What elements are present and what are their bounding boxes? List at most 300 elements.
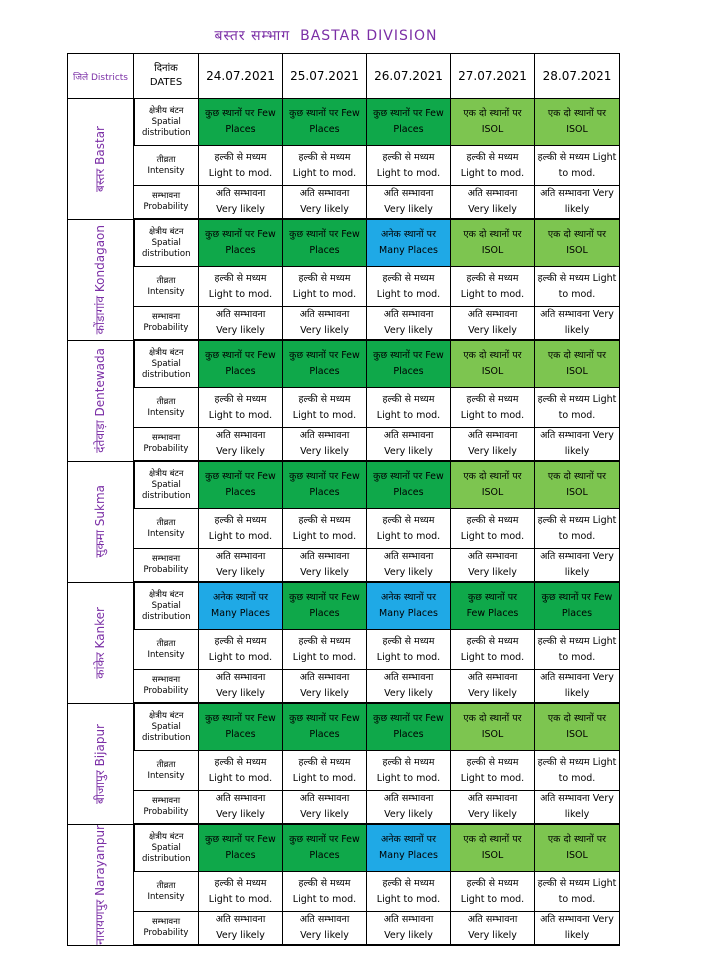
date-header: 25.07.2021 <box>283 54 367 99</box>
probability-value-cell <box>535 791 620 825</box>
intensity-value-english: Light to mod. <box>208 530 273 542</box>
district-name <box>93 607 107 679</box>
district-name-english: Narayanpur <box>93 824 108 896</box>
spatial-value-english: ISOL <box>566 729 588 740</box>
param-label-english: Intensity <box>147 770 185 781</box>
probability-value-english: Very likely <box>300 446 349 457</box>
dates-header-english: DATES <box>149 77 183 88</box>
probability-value-hindi: अति सम्भावना Very <box>540 188 614 199</box>
spatial-value-hindi: कुछ स्थानों पर Few <box>289 592 360 603</box>
spatial-value-hindi: एक दो स्थानों पर <box>547 108 607 119</box>
intensity-value-english: Light to mod. <box>460 167 525 179</box>
spatial-value-hindi: कुछ स्थानों पर Few <box>289 713 360 724</box>
intensity-value-english: Light to mod. <box>460 893 525 905</box>
district-probability-row <box>68 186 620 220</box>
title-hindi: बस्तर सम्भाग <box>214 28 291 44</box>
district-intensity-row <box>68 146 620 186</box>
intensity-value-english: Light to mod. <box>292 530 357 542</box>
intensity-value-english: to mod. <box>558 409 596 421</box>
intensity-value-cell <box>451 388 535 428</box>
intensity-value-hindi: हल्की से मध्यम <box>298 151 351 163</box>
intensity-value-cell <box>283 267 367 307</box>
probability-value-cell <box>199 307 283 341</box>
intensity-value-hindi: हल्की से मध्यम <box>298 393 351 405</box>
probability-value-hindi: अति सम्भावना <box>383 430 434 441</box>
probability-value-english: Very likely <box>300 204 349 215</box>
district-name-wrap <box>68 99 133 219</box>
param-label-spatial <box>134 219 199 267</box>
district-spatial-row <box>68 219 620 267</box>
forecast-table-body <box>68 54 620 946</box>
spatial-value-hindi: एक दो स्थानों पर <box>463 350 522 361</box>
param-label-english: Spatial distribution <box>142 358 191 380</box>
probability-value-cell <box>283 428 367 462</box>
spatial-value-english: ISOL <box>481 124 504 135</box>
intensity-value-english: to mod. <box>558 530 596 542</box>
intensity-value-hindi: हल्की से मध्यम Light <box>537 756 617 768</box>
spatial-value-cell <box>199 219 283 267</box>
district-name-cell <box>68 582 134 703</box>
spatial-value-english: Places <box>393 124 424 135</box>
spatial-value-cell <box>367 703 451 751</box>
spatial-value-cell <box>367 461 451 509</box>
param-label-hindi: क्षेत्रीय बंटन <box>149 226 184 237</box>
district-name-english: Bastar <box>93 125 108 165</box>
district-name-cell <box>68 461 134 582</box>
district-name-hindi: नारायणपुर <box>93 899 108 945</box>
district-probability-row <box>68 791 620 825</box>
probability-value-english: Very likely <box>384 930 433 941</box>
district-name-wrap <box>68 462 133 582</box>
spatial-value-cell <box>367 219 451 267</box>
intensity-value-english: Light to mod. <box>376 893 441 905</box>
intensity-value-english: Light to mod. <box>376 409 441 421</box>
probability-value-cell <box>367 307 451 341</box>
intensity-value-hindi: हल्की से मध्यम Light <box>537 151 617 163</box>
spatial-value-english: ISOL <box>481 729 504 740</box>
spatial-value-hindi: कुछ स्थानों पर Few <box>373 108 444 119</box>
param-label-english: Intensity <box>147 407 185 418</box>
probability-value-english: Very likely <box>216 809 265 820</box>
param-label-spatial <box>134 99 199 146</box>
probability-value-cell <box>367 912 451 946</box>
spatial-value-cell <box>367 824 451 872</box>
probability-value-hindi: अति सम्भावना <box>215 551 266 562</box>
probability-value-hindi: अति सम्भावना <box>467 672 518 683</box>
param-label-hindi: सम्भावना <box>151 433 181 443</box>
spatial-value-english: Many Places <box>379 608 438 619</box>
spatial-value-cell <box>283 824 367 872</box>
spatial-value-hindi: कुछ स्थानों पर Few <box>289 229 360 240</box>
spatial-value-hindi: एक दो स्थानों पर <box>463 713 522 724</box>
spatial-value-hindi: एक दो स्थानों पर <box>547 229 607 240</box>
district-name-cell <box>68 219 134 340</box>
probability-value-english: Very likely <box>384 325 433 336</box>
spatial-value-english: Places <box>309 729 340 740</box>
param-label-hindi: सम्भावना <box>151 675 181 685</box>
intensity-value-cell <box>199 388 283 428</box>
intensity-value-cell <box>283 751 367 791</box>
probability-value-cell <box>283 670 367 704</box>
probability-value-cell <box>451 912 535 946</box>
date-header: 24.07.2021 <box>199 54 283 99</box>
dates-header-hindi: दिनांक <box>154 63 178 74</box>
spatial-value-hindi: एक दो स्थानों पर <box>463 108 522 119</box>
intensity-value-hindi: हल्की से मध्यम <box>382 756 435 768</box>
intensity-value-hindi: हल्की से मध्यम <box>466 514 519 526</box>
district-intensity-row <box>68 630 620 670</box>
spatial-value-cell <box>451 703 535 751</box>
spatial-value-cell <box>199 340 283 388</box>
spatial-value-english: Places <box>393 729 424 740</box>
param-label-hindi: सम्भावना <box>151 554 181 564</box>
param-label-english: Intensity <box>147 286 185 297</box>
district-probability-row <box>68 670 620 704</box>
district-name-cell <box>68 824 134 945</box>
probability-value-cell <box>367 186 451 220</box>
spatial-value-hindi: अनेक स्थानों पर <box>381 834 436 845</box>
spatial-value-cell <box>199 824 283 872</box>
probability-value-english: Very likely <box>468 204 517 215</box>
district-probability-row <box>68 912 620 946</box>
param-label-spatial <box>134 582 199 630</box>
intensity-value-hindi: हल्की से मध्यम <box>466 877 519 889</box>
probability-value-cell <box>535 549 620 583</box>
spatial-value-hindi: एक दो स्थानों पर <box>547 471 607 482</box>
param-label-hindi: तीव्रता <box>156 154 176 165</box>
header-row <box>68 54 620 99</box>
probability-value-hindi: अति सम्भावना <box>299 188 350 199</box>
spatial-value-english: Places <box>309 850 340 861</box>
param-label-hindi: क्षेत्रीय बंटन <box>149 105 184 116</box>
probability-value-cell <box>199 549 283 583</box>
probability-value-english: Very likely <box>468 809 517 820</box>
probability-value-english: Very likely <box>216 204 265 215</box>
spatial-value-cell <box>535 703 620 751</box>
intensity-value-hindi: हल्की से मध्यम Light <box>537 514 617 526</box>
intensity-value-hindi: हल्की से मध्यम <box>214 393 267 405</box>
param-label-hindi: तीव्रता <box>156 880 176 891</box>
probability-value-english: Very likely <box>468 567 517 578</box>
spatial-value-english: Places <box>225 729 256 740</box>
probability-value-cell <box>535 186 620 220</box>
date-header: 27.07.2021 <box>451 54 535 99</box>
probability-value-english: Very likely <box>384 688 433 699</box>
spatial-value-english: Many Places <box>211 608 270 619</box>
probability-value-hindi: अति सम्भावना <box>299 309 350 320</box>
probability-value-english: Very likely <box>468 325 517 336</box>
district-name-english: Dentewada <box>93 348 108 417</box>
district-spatial-row <box>68 340 620 388</box>
spatial-value-cell <box>199 461 283 509</box>
intensity-value-hindi: हल्की से मध्यम <box>382 635 435 647</box>
spatial-value-english: Places <box>225 124 256 135</box>
intensity-value-hindi: हल्की से मध्यम <box>382 514 435 526</box>
probability-value-cell <box>283 186 367 220</box>
intensity-value-hindi: हल्की से मध्यम <box>382 151 435 163</box>
spatial-value-english: ISOL <box>566 850 588 861</box>
district-name-wrap <box>68 704 133 824</box>
intensity-value-hindi: हल्की से मध्यम Light <box>537 635 617 647</box>
intensity-value-hindi: हल्की से मध्यम <box>298 272 351 284</box>
probability-value-english: likely <box>564 688 590 699</box>
district-spatial-row <box>68 461 620 509</box>
district-name-cell <box>68 340 134 461</box>
param-label-hindi: क्षेत्रीय बंटन <box>149 831 184 842</box>
district-name <box>93 724 107 804</box>
spatial-value-cell <box>451 461 535 509</box>
intensity-value-cell <box>535 630 620 670</box>
probability-value-english: Very likely <box>384 204 433 215</box>
probability-value-cell <box>451 428 535 462</box>
intensity-value-cell <box>535 388 620 428</box>
intensity-value-hindi: हल्की से मध्यम <box>466 635 519 647</box>
param-label-english: Intensity <box>147 891 185 902</box>
probability-value-hindi: अति सम्भावना <box>215 793 266 804</box>
spatial-value-hindi: कुछ स्थानों पर Few <box>205 834 276 845</box>
spatial-value-cell <box>451 219 535 267</box>
param-label-hindi: तीव्रता <box>156 759 176 770</box>
spatial-value-hindi: कुछ स्थानों पर Few <box>205 471 276 482</box>
intensity-value-english: Light to mod. <box>292 772 357 784</box>
intensity-value-english: Light to mod. <box>376 772 441 784</box>
spatial-value-cell <box>367 582 451 630</box>
intensity-value-cell <box>367 751 451 791</box>
intensity-value-cell <box>451 146 535 186</box>
spatial-value-english: ISOL <box>481 245 504 256</box>
district-name-hindi: बस्तर <box>93 168 108 192</box>
param-label-hindi: क्षेत्रीय बंटन <box>149 347 184 358</box>
spatial-value-hindi: कुछ स्थानों पर Few <box>289 108 360 119</box>
param-label-hindi: तीव्रता <box>156 396 176 407</box>
spatial-value-cell <box>535 461 620 509</box>
intensity-value-english: Light to mod. <box>208 651 273 663</box>
spatial-value-english: Places <box>309 124 340 135</box>
intensity-value-cell <box>199 509 283 549</box>
spatial-value-cell <box>283 703 367 751</box>
intensity-value-cell <box>367 509 451 549</box>
probability-value-cell <box>367 549 451 583</box>
param-label-intensity <box>134 751 199 791</box>
district-probability-row <box>68 428 620 462</box>
probability-value-hindi: अति सम्भावना <box>299 914 350 925</box>
spatial-value-english: Few Places <box>466 608 519 619</box>
spatial-value-english: Places <box>393 487 424 498</box>
probability-value-hindi: अति सम्भावना <box>215 430 266 441</box>
intensity-value-hindi: हल्की से मध्यम Light <box>537 272 617 284</box>
probability-value-english: Very likely <box>216 930 265 941</box>
probability-value-cell <box>451 186 535 220</box>
spatial-value-english: ISOL <box>481 487 504 498</box>
probability-value-english: Very likely <box>300 567 349 578</box>
probability-value-english: likely <box>564 204 590 215</box>
district-spatial-row <box>68 99 620 146</box>
intensity-value-english: Light to mod. <box>292 288 357 300</box>
district-name <box>93 485 107 558</box>
district-name-hindi: बीजापुर <box>93 769 108 804</box>
intensity-value-english: Light to mod. <box>208 893 273 905</box>
probability-value-cell <box>283 307 367 341</box>
intensity-value-hindi: हल्की से मध्यम <box>214 877 267 889</box>
param-label-probability <box>134 549 199 583</box>
district-name-english: Sukma <box>93 485 108 527</box>
intensity-value-hindi: हल्की से मध्यम <box>214 756 267 768</box>
probability-value-english: Very likely <box>468 930 517 941</box>
spatial-value-english: ISOL <box>481 366 504 377</box>
spatial-value-english: Places <box>309 487 340 498</box>
spatial-value-cell <box>451 99 535 146</box>
probability-value-cell <box>283 912 367 946</box>
spatial-value-english: ISOL <box>566 245 588 256</box>
intensity-value-cell <box>367 267 451 307</box>
probability-value-hindi: अति सम्भावना <box>467 188 518 199</box>
intensity-value-hindi: हल्की से मध्यम <box>466 756 519 768</box>
param-label-intensity <box>134 267 199 307</box>
probability-value-hindi: अति सम्भावना <box>383 309 434 320</box>
spatial-value-english: Many Places <box>379 850 438 861</box>
spatial-value-cell <box>283 219 367 267</box>
intensity-value-cell <box>451 751 535 791</box>
intensity-value-hindi: हल्की से मध्यम <box>214 151 267 163</box>
intensity-value-english: Light to mod. <box>208 772 273 784</box>
intensity-value-cell <box>535 751 620 791</box>
title-english: BASTAR DIVISION <box>300 28 438 44</box>
probability-value-english: Very likely <box>300 688 349 699</box>
intensity-value-english: to mod. <box>558 167 596 179</box>
probability-value-cell <box>199 791 283 825</box>
intensity-value-english: Light to mod. <box>208 288 273 300</box>
param-label-english: Spatial distribution <box>142 721 191 743</box>
district-name <box>93 126 107 192</box>
probability-value-hindi: अति सम्भावना <box>299 551 350 562</box>
probability-value-cell <box>451 549 535 583</box>
intensity-value-hindi: हल्की से मध्यम <box>382 393 435 405</box>
spatial-value-cell <box>451 824 535 872</box>
param-label-spatial <box>134 824 199 872</box>
intensity-value-cell <box>535 509 620 549</box>
param-label-hindi: क्षेत्रीय बंटन <box>149 710 184 721</box>
param-label-hindi: सम्भावना <box>151 917 181 927</box>
intensity-value-cell <box>535 872 620 912</box>
intensity-value-english: Light to mod. <box>208 409 273 421</box>
spatial-value-cell <box>199 582 283 630</box>
param-label-intensity <box>134 872 199 912</box>
intensity-value-english: to mod. <box>558 651 596 663</box>
param-label-english: Probability <box>143 565 189 575</box>
spatial-value-cell <box>283 99 367 146</box>
district-intensity-row <box>68 872 620 912</box>
spatial-value-cell <box>283 461 367 509</box>
intensity-value-english: to mod. <box>558 772 596 784</box>
district-name-wrap <box>68 825 133 945</box>
intensity-value-cell <box>367 872 451 912</box>
spatial-value-cell <box>535 582 620 630</box>
spatial-value-english: Places <box>309 608 340 619</box>
district-spatial-row <box>68 824 620 872</box>
spatial-value-hindi: कुछ स्थानों पर Few <box>289 471 360 482</box>
probability-value-hindi: अति सम्भावना <box>215 914 266 925</box>
param-label-hindi: तीव्रता <box>156 517 176 528</box>
district-name <box>93 348 107 453</box>
param-label-intensity <box>134 509 199 549</box>
district-intensity-row <box>68 267 620 307</box>
districts-header: जिले Districts <box>68 54 134 99</box>
spatial-value-hindi: एक दो स्थानों पर <box>463 471 522 482</box>
probability-value-hindi: अति सम्भावना Very <box>540 793 614 804</box>
spatial-value-hindi: कुछ स्थानों पर Few <box>205 108 276 119</box>
param-label-hindi: सम्भावना <box>151 312 181 322</box>
probability-value-english: likely <box>564 930 590 941</box>
spatial-value-english: Places <box>561 608 593 619</box>
param-label-probability <box>134 428 199 462</box>
district-name-english: Kondagaon <box>93 224 108 292</box>
intensity-value-cell <box>283 146 367 186</box>
probability-value-cell <box>367 428 451 462</box>
intensity-value-english: Light to mod. <box>292 893 357 905</box>
spatial-value-hindi: अनेक स्थानों पर <box>213 592 268 603</box>
spatial-value-hindi: कुछ स्थानों पर Few <box>205 713 276 724</box>
intensity-value-hindi: हल्की से मध्यम <box>466 272 519 284</box>
intensity-value-hindi: हल्की से मध्यम <box>298 514 351 526</box>
probability-value-hindi: अति सम्भावना <box>215 672 266 683</box>
district-name-english: Bijapur <box>93 723 108 766</box>
intensity-value-cell <box>367 630 451 670</box>
date-header: 28.07.2021 <box>535 54 620 99</box>
district-name-hindi: कांकेर <box>93 651 108 679</box>
intensity-value-cell <box>199 146 283 186</box>
param-label-intensity <box>134 146 199 186</box>
intensity-value-hindi: हल्की से मध्यम <box>382 877 435 889</box>
probability-value-english: likely <box>564 325 590 336</box>
probability-value-hindi: अति सम्भावना Very <box>540 309 614 320</box>
spatial-value-hindi: कुछ स्थानों पर Few <box>373 471 444 482</box>
district-name <box>93 225 107 334</box>
param-label-english: Spatial distribution <box>142 237 191 259</box>
probability-value-hindi: अति सम्भावना Very <box>540 551 614 562</box>
param-label-hindi: क्षेत्रीय बंटन <box>149 468 184 479</box>
intensity-value-english: Light to mod. <box>376 288 441 300</box>
probability-value-cell <box>535 428 620 462</box>
param-label-english: Probability <box>143 807 189 817</box>
param-label-probability <box>134 791 199 825</box>
intensity-value-english: to mod. <box>558 288 596 300</box>
param-label-probability <box>134 912 199 946</box>
param-label-hindi: तीव्रता <box>156 275 176 286</box>
spatial-value-cell <box>535 99 620 146</box>
probability-value-cell <box>451 670 535 704</box>
probability-value-cell <box>283 791 367 825</box>
spatial-value-english: Places <box>225 850 256 861</box>
intensity-value-cell <box>535 267 620 307</box>
intensity-value-cell <box>283 388 367 428</box>
param-label-english: Probability <box>143 323 189 333</box>
param-label-english: Intensity <box>147 165 185 176</box>
spatial-value-english: ISOL <box>566 124 588 135</box>
district-name-wrap <box>68 583 133 703</box>
param-label-english: Intensity <box>147 528 185 539</box>
probability-value-hindi: अति सम्भावना <box>383 551 434 562</box>
probability-value-hindi: अति सम्भावना Very <box>540 914 614 925</box>
probability-value-hindi: अति सम्भावना <box>383 188 434 199</box>
probability-value-cell <box>199 912 283 946</box>
probability-value-hindi: अति सम्भावना <box>467 793 518 804</box>
spatial-value-english: Places <box>225 366 256 377</box>
spatial-value-cell <box>451 340 535 388</box>
spatial-value-english: Many Places <box>379 245 438 256</box>
spatial-value-cell <box>535 219 620 267</box>
district-spatial-row <box>68 582 620 630</box>
spatial-value-hindi: अनेक स्थानों पर <box>381 229 436 240</box>
